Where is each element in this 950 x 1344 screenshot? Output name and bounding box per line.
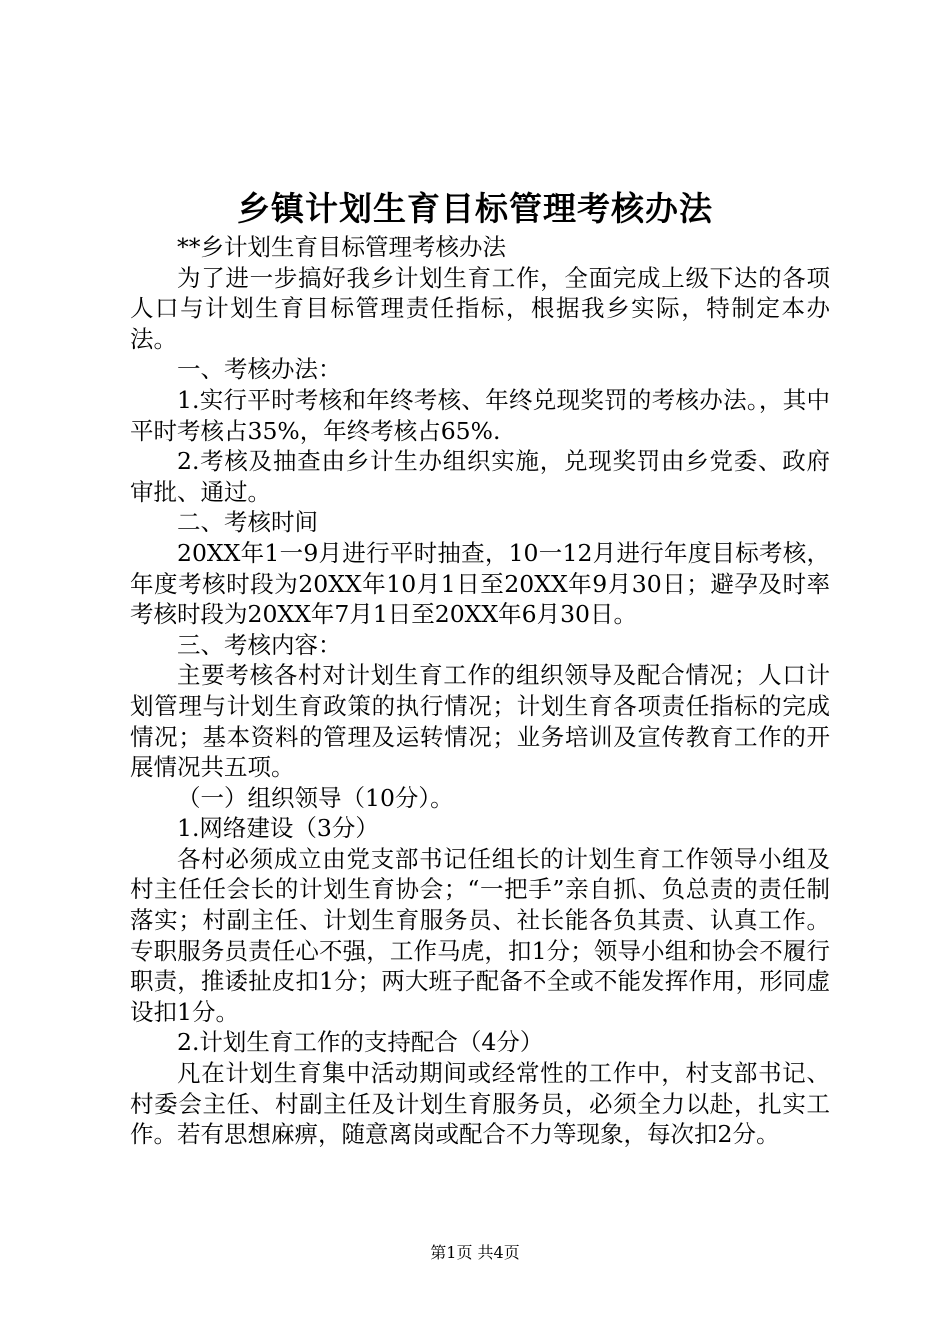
section-heading-method: 一、考核办法： <box>177 355 342 384</box>
paragraph-method-2: 2.考核及抽查由乡计生办组织实施，兑现奖罚由乡党委、政府审批、通过。 <box>130 447 830 506</box>
paragraph-method-1: 1.实行平时考核和年终考核、年终兑现奖罚的考核办法。，其中平时考核占35%，年终考核占65%. <box>130 385 830 445</box>
document-body <box>130 232 830 1150</box>
document-title: 乡镇计划生育目标管理考核办法 <box>237 189 713 228</box>
paragraph-content: 主要考核各村对计划生育工作的组织领导及配合情况；人口计划管理与计划生育政策的执行情况；计划生育各项责任指标的完成情况；基本资料的管理及运转情况；业务培训及宣传教育工作的开展情况共五项。 <box>130 661 830 782</box>
subsection-heading-leadership: （一）组织领导（10分）。 <box>177 783 454 812</box>
paragraph-support: 凡在计划生育集中活动期间或经常性的工作中，村支部书记、村委会主任、村副主任及计划生育服务员，必须全力以赴，扎实工作。若有思想麻痹，随意离岗或配合不力等现象，每次扣2分。 <box>130 1059 830 1149</box>
paragraph-intro: 为了进一步搞好我乡计划生育工作，全面完成上级下达的各项人口与计划生育目标管理责任指标，根据我乡实际，特制定本办法。 <box>130 263 830 353</box>
paragraph-network: 各村必须成立由党支部书记任组长的计划生育工作领导小组及村主任任会长的计划生育协会；“一把手”亲自抓、负总责的责任制落实；村副主任、计划生育服务员、社长能各负其责、认真工作。专职服务员责任心不强，工作马虎，扣1分；领导小组和协会不履行职责，推诿扯皮扣1分；两大班子配备不全或不能发挥作用，形同虚设扣1分。 <box>130 844 830 1026</box>
paragraph-heading-name: **乡计划生育目标管理考核办法 <box>177 233 506 261</box>
page-number-footer: 第1页 共4页 <box>430 1243 520 1262</box>
item-heading-support: 2.计划生育工作的支持配合（4分） <box>177 1028 544 1057</box>
section-heading-content: 三、考核内容： <box>177 630 342 659</box>
item-heading-network: 1.网络建设（3分） <box>177 814 379 843</box>
paragraph-time: 20XX年1一9月进行平时抽查，10一12月进行年度目标考核，年度考核时段为20XX年10月1日至20XX年9月30日；避孕及时率考核时段为20XX年7月1日至20XX年6月30日。 <box>130 538 830 629</box>
section-heading-time: 二、考核时间 <box>177 508 318 537</box>
